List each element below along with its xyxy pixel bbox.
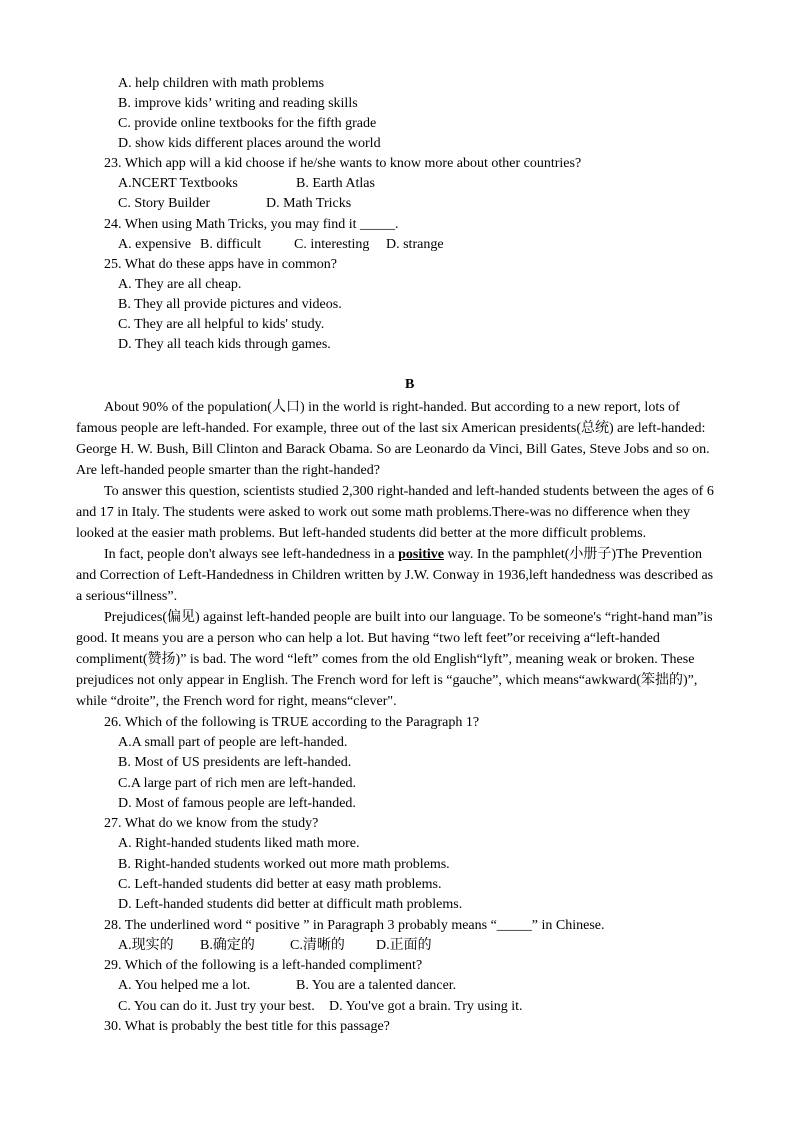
q28-options-row <box>0 936 793 956</box>
q23-option-d: D. Math Tricks <box>266 196 352 212</box>
passage-line: prejudices not only appear in English. The French word for left is “gauche”, which means“awkward(笨拙的)”, <box>76 673 698 689</box>
q27-option-a: A. Right-handed students liked math more. <box>118 836 360 852</box>
passage-line: looked at the easier math problems. But left-handed students did better at the more difficult problems. <box>76 525 647 541</box>
q28-option-c: C.清晰的 <box>290 937 345 953</box>
q25-option-a: A. They are all cheap. <box>118 276 242 292</box>
underlined-keyword: positive <box>398 546 444 562</box>
q29-stem: 29. Which of the following is a left-handed compliment? <box>104 958 423 974</box>
q23-stem: 23. Which app will a kid choose if he/she wants to know more about other countries? <box>104 156 582 172</box>
q22-option-c: C. provide online textbooks for the fifth grade <box>118 116 377 132</box>
passage-line: George H. W. Bush, Bill Clinton and Barack Obama. So are Leonardo da Vinci, Bill Gates, Steve Jobs and so on. <box>76 441 710 457</box>
q22-option-d: D. show kids different places around the world <box>118 136 381 152</box>
q23-option-c: C. Story Builder <box>118 196 211 212</box>
q24-option-a: A. expensive <box>118 236 192 252</box>
q26-option-d: D. Most of famous people are left-handed. <box>118 795 356 811</box>
q26-option-a: A.A small part of people are left-handed. <box>118 735 348 751</box>
q29-options-row-1 <box>0 976 793 996</box>
q29-options-row-2 <box>0 997 793 1017</box>
q28-stem: 28. The underlined word “ positive ” in Paragraph 3 probably means “_____” in Chinese. <box>104 917 605 933</box>
q30-stem: 30. What is probably the best title for this passage? <box>104 1018 390 1034</box>
q27-option-b: B. Right-handed students worked out more math problems. <box>118 856 450 872</box>
q23-options-row-1 <box>0 174 793 194</box>
q22-option-a: A. help children with math problems <box>118 76 325 91</box>
q23-option-b: B. Earth Atlas <box>296 176 375 192</box>
passage-line: Are left-handed people smarter than the right-handed? <box>76 462 380 478</box>
q26-stem: 26. Which of the following is TRUE according to the Paragraph 1? <box>104 714 480 730</box>
q28-option-a: A.现实的 <box>118 937 174 953</box>
q29-option-c: C. You can do it. Just try your best. <box>118 998 315 1014</box>
passage-text: In fact, people don't always see left-handedness in a <box>104 546 399 562</box>
q29-option-a: A. You helped me a lot. <box>118 978 251 994</box>
q26-option-c: C.A large part of rich men are left-handed. <box>118 775 357 791</box>
passage-line: Prejudices(偏见) against left-handed people are built into our language. To be someone's “right-hand man”is <box>104 610 713 626</box>
q29-option-b: B. You are a talented dancer. <box>296 978 457 994</box>
q28-option-d: D.正面的 <box>376 937 432 953</box>
q25-option-c: C. They are all helpful to kids' study. <box>118 316 325 332</box>
q23-option-a: A.NCERT Textbooks <box>118 176 238 192</box>
passage-b <box>0 397 793 713</box>
q27-option-c: C. Left-handed students did better at easy math problems. <box>118 877 442 893</box>
q25-option-d: D. They all teach kids through games. <box>118 337 331 353</box>
passage-line: while “droite”, the French word for right, means“clever". <box>76 694 397 710</box>
question-group-22-25 <box>0 74 793 355</box>
q22-option-b: B. improve kids’ writing and reading skills <box>118 96 358 112</box>
q24-option-d: D. strange <box>386 236 444 252</box>
passage-line: good. It means you are a person who can help a lot. But having “two left feet”or receiving a“left-handed <box>76 631 660 647</box>
passage-line: To answer this question, scientists studied 2,300 right-handed and left-handed students between the ages of 6 <box>104 483 714 499</box>
q25-option-b: B. They all provide pictures and videos. <box>118 296 342 312</box>
passage-line: and Correction of Left-Handedness in Children written by J.W. Conway in 1936,left handedness was described as <box>76 568 714 583</box>
question-group-26-30 <box>0 713 793 1037</box>
passage-line: and 17 in Italy. The students were asked to work out some math problems.There-was no difference when they <box>76 504 691 520</box>
q23-options-row-2 <box>0 194 793 214</box>
q24-options-row <box>0 235 793 255</box>
passage-line: famous people are left-handed. For example, three out of the last six American presidents(总统) are left-handed: <box>76 420 706 436</box>
q28-option-b: B.确定的 <box>200 937 255 953</box>
passage-line: a serious“illness”. <box>76 589 178 605</box>
q26-option-b: B. Most of US presidents are left-handed. <box>118 755 352 771</box>
passage-line: About 90% of the population(人口) in the world is right-handed. But according to a new report, lots of <box>104 399 680 415</box>
q24-stem: 24. When using Math Tricks, you may find it _____. <box>104 216 399 232</box>
q27-stem: 27. What do we know from the study? <box>104 816 319 832</box>
section-heading: B <box>405 377 415 392</box>
passage-line-with-keyword <box>0 544 793 565</box>
passage-text: way. In the pamphlet(小册子)The Prevention <box>443 546 703 562</box>
q29-option-d: D. You've got a brain. Try using it. <box>329 998 523 1014</box>
q27-option-d: D. Left-handed students did better at difficult math problems. <box>118 897 463 913</box>
q25-stem: 25. What do these apps have in common? <box>104 256 338 272</box>
q24-option-c: C. interesting <box>294 236 370 252</box>
q24-option-b: B. difficult <box>200 236 262 252</box>
passage-line: compliment(赞扬)” is bad. The word “left” comes from the old English“lyft”, meaning weak or broken. These <box>76 652 695 668</box>
